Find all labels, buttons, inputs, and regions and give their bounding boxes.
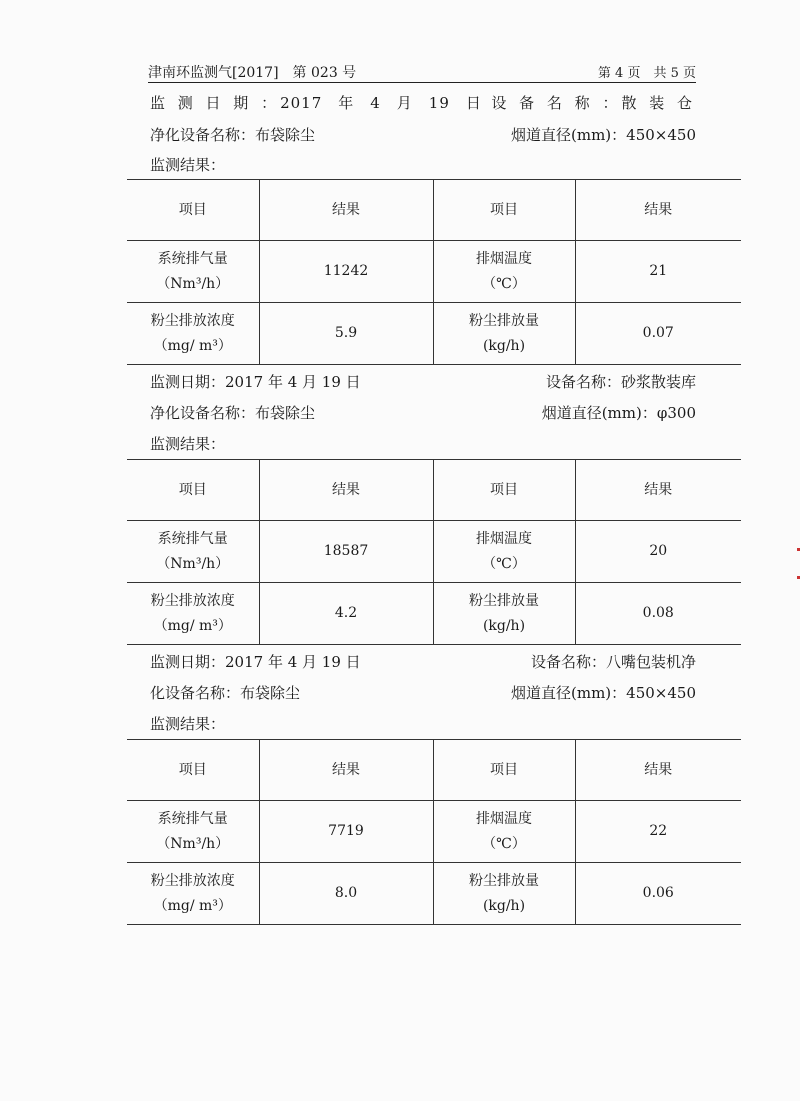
result-label: 监测结果： <box>150 715 226 733</box>
section-3-table <box>127 739 741 925</box>
purifier-label: 化设备名称： <box>150 684 241 702</box>
temp-label-cell <box>433 521 575 583</box>
col-header-result: 结果 <box>259 180 433 241</box>
table-row <box>127 801 741 863</box>
duct-label: 烟道直径(mm)： <box>511 684 627 702</box>
table-header-row <box>127 180 741 241</box>
rate-unit: (kg/h) <box>482 897 526 914</box>
conc-label-cell <box>127 583 259 645</box>
col-header-item: 项目 <box>127 460 259 521</box>
purifier-value: 布袋除尘 <box>255 126 316 144</box>
conc-unit: （mg/ m³） <box>153 337 232 354</box>
col-header-item: 项目 <box>127 740 259 801</box>
result-label: 监测结果： <box>150 156 226 174</box>
col-header-item: 项目 <box>127 180 259 241</box>
duct-value: φ300 <box>656 404 696 422</box>
date-value: 2017 年 4 月 19 日 <box>225 373 361 391</box>
temp-label: 排烟温度 <box>476 250 532 267</box>
date-label: 监测日期： <box>150 653 226 671</box>
section-1-date-line <box>150 92 696 114</box>
purifier-label: 净化设备名称： <box>150 404 256 422</box>
flow-value: 18587 <box>259 521 433 583</box>
rate-unit: (kg/h) <box>482 337 526 354</box>
device-label: 设备名称： <box>530 653 606 671</box>
rate-value: 0.06 <box>575 863 741 925</box>
device-value: 八嘴包装机净 <box>605 653 696 671</box>
flow-value: 7719 <box>259 801 433 863</box>
temp-value: 21 <box>575 241 741 303</box>
flow-label-cell <box>127 521 259 583</box>
rate-value: 0.07 <box>575 303 741 365</box>
col-header-result: 结果 <box>575 180 741 241</box>
result-label: 监测结果： <box>150 435 226 453</box>
temp-unit: （℃） <box>482 835 526 852</box>
duct-value: 450×450 <box>626 684 696 702</box>
flow-unit: （Nm³/h） <box>156 555 230 572</box>
temp-value: 20 <box>575 521 741 583</box>
col-header-item: 项目 <box>433 740 575 801</box>
table-row <box>127 521 741 583</box>
conc-value: 5.9 <box>259 303 433 365</box>
section-1-result-label-line <box>150 154 696 176</box>
purifier-value: 布袋除尘 <box>255 404 316 422</box>
device-value: 散 装 仓 <box>621 94 696 112</box>
rate-label: 粉尘排放量 <box>469 872 539 889</box>
table-row <box>127 863 741 925</box>
page-info: 第 4 页 共 5 页 <box>597 66 696 81</box>
flow-unit: （Nm³/h） <box>156 275 230 292</box>
purifier-value: 布袋除尘 <box>240 684 301 702</box>
conc-label: 粉尘排放浓度 <box>150 312 235 329</box>
section-1-table <box>127 179 741 365</box>
date-value: 2017 年 4 月 19 日 <box>280 94 482 112</box>
flow-unit: （Nm³/h） <box>156 835 230 852</box>
conc-label-cell <box>127 863 259 925</box>
section-3-purifier-line <box>150 682 696 704</box>
section-2-date-line <box>150 371 696 393</box>
temp-label: 排烟温度 <box>476 530 532 547</box>
flow-label-cell <box>127 241 259 303</box>
flow-label: 系统排气量 <box>157 530 228 547</box>
duct-label: 烟道直径(mm)： <box>511 126 627 144</box>
section-3-result-label-line <box>150 713 696 735</box>
date-value: 2017 年 4 月 19 日 <box>225 653 361 671</box>
device-value: 砂浆散装库 <box>620 373 696 391</box>
conc-label: 粉尘排放浓度 <box>150 872 235 889</box>
temp-unit: （℃） <box>482 555 526 572</box>
section-2-purifier-line <box>150 402 696 424</box>
temp-label-cell <box>433 801 575 863</box>
device-label: 设 备 名 称 ： <box>491 94 622 112</box>
col-header-item: 项目 <box>433 460 575 521</box>
rate-label-cell <box>433 863 575 925</box>
table-row <box>127 241 741 303</box>
table-header-row <box>127 740 741 801</box>
table-header-row <box>127 460 741 521</box>
col-header-result: 结果 <box>575 460 741 521</box>
temp-label: 排烟温度 <box>476 810 532 827</box>
date-label: 监测日期： <box>150 373 226 391</box>
section-3-date-line <box>150 651 696 673</box>
rate-label-cell <box>433 583 575 645</box>
col-header-result: 结果 <box>575 740 741 801</box>
rate-unit: (kg/h) <box>482 617 526 634</box>
conc-label: 粉尘排放浓度 <box>150 592 235 609</box>
temp-label-cell <box>433 241 575 303</box>
flow-label: 系统排气量 <box>157 810 228 827</box>
date-label: 监 测 日 期 ： <box>150 94 281 112</box>
section-2-result-label-line <box>150 433 696 455</box>
document-number: 津南环监测气[2017] 第 023 号 <box>148 65 357 81</box>
purifier-label: 净化设备名称： <box>150 126 256 144</box>
conc-label-cell <box>127 303 259 365</box>
table-row <box>127 303 741 365</box>
flow-label: 系统排气量 <box>157 250 228 267</box>
conc-value: 4.2 <box>259 583 433 645</box>
device-label: 设备名称： <box>545 373 621 391</box>
col-header-item: 项目 <box>433 180 575 241</box>
section-1-purifier-line <box>150 124 696 146</box>
rate-label-cell <box>433 303 575 365</box>
rate-value: 0.08 <box>575 583 741 645</box>
conc-unit: （mg/ m³） <box>153 897 232 914</box>
temp-unit: （℃） <box>482 275 526 292</box>
table-row <box>127 583 741 645</box>
section-2-table <box>127 459 741 645</box>
conc-value: 8.0 <box>259 863 433 925</box>
flow-value: 11242 <box>259 241 433 303</box>
col-header-result: 结果 <box>259 460 433 521</box>
temp-value: 22 <box>575 801 741 863</box>
col-header-result: 结果 <box>259 740 433 801</box>
rate-label: 粉尘排放量 <box>469 312 539 329</box>
page-header <box>148 62 696 83</box>
flow-label-cell <box>127 801 259 863</box>
rate-label: 粉尘排放量 <box>469 592 539 609</box>
conc-unit: （mg/ m³） <box>153 617 232 634</box>
duct-value: 450×450 <box>626 126 696 144</box>
duct-label: 烟道直径(mm)： <box>541 404 657 422</box>
